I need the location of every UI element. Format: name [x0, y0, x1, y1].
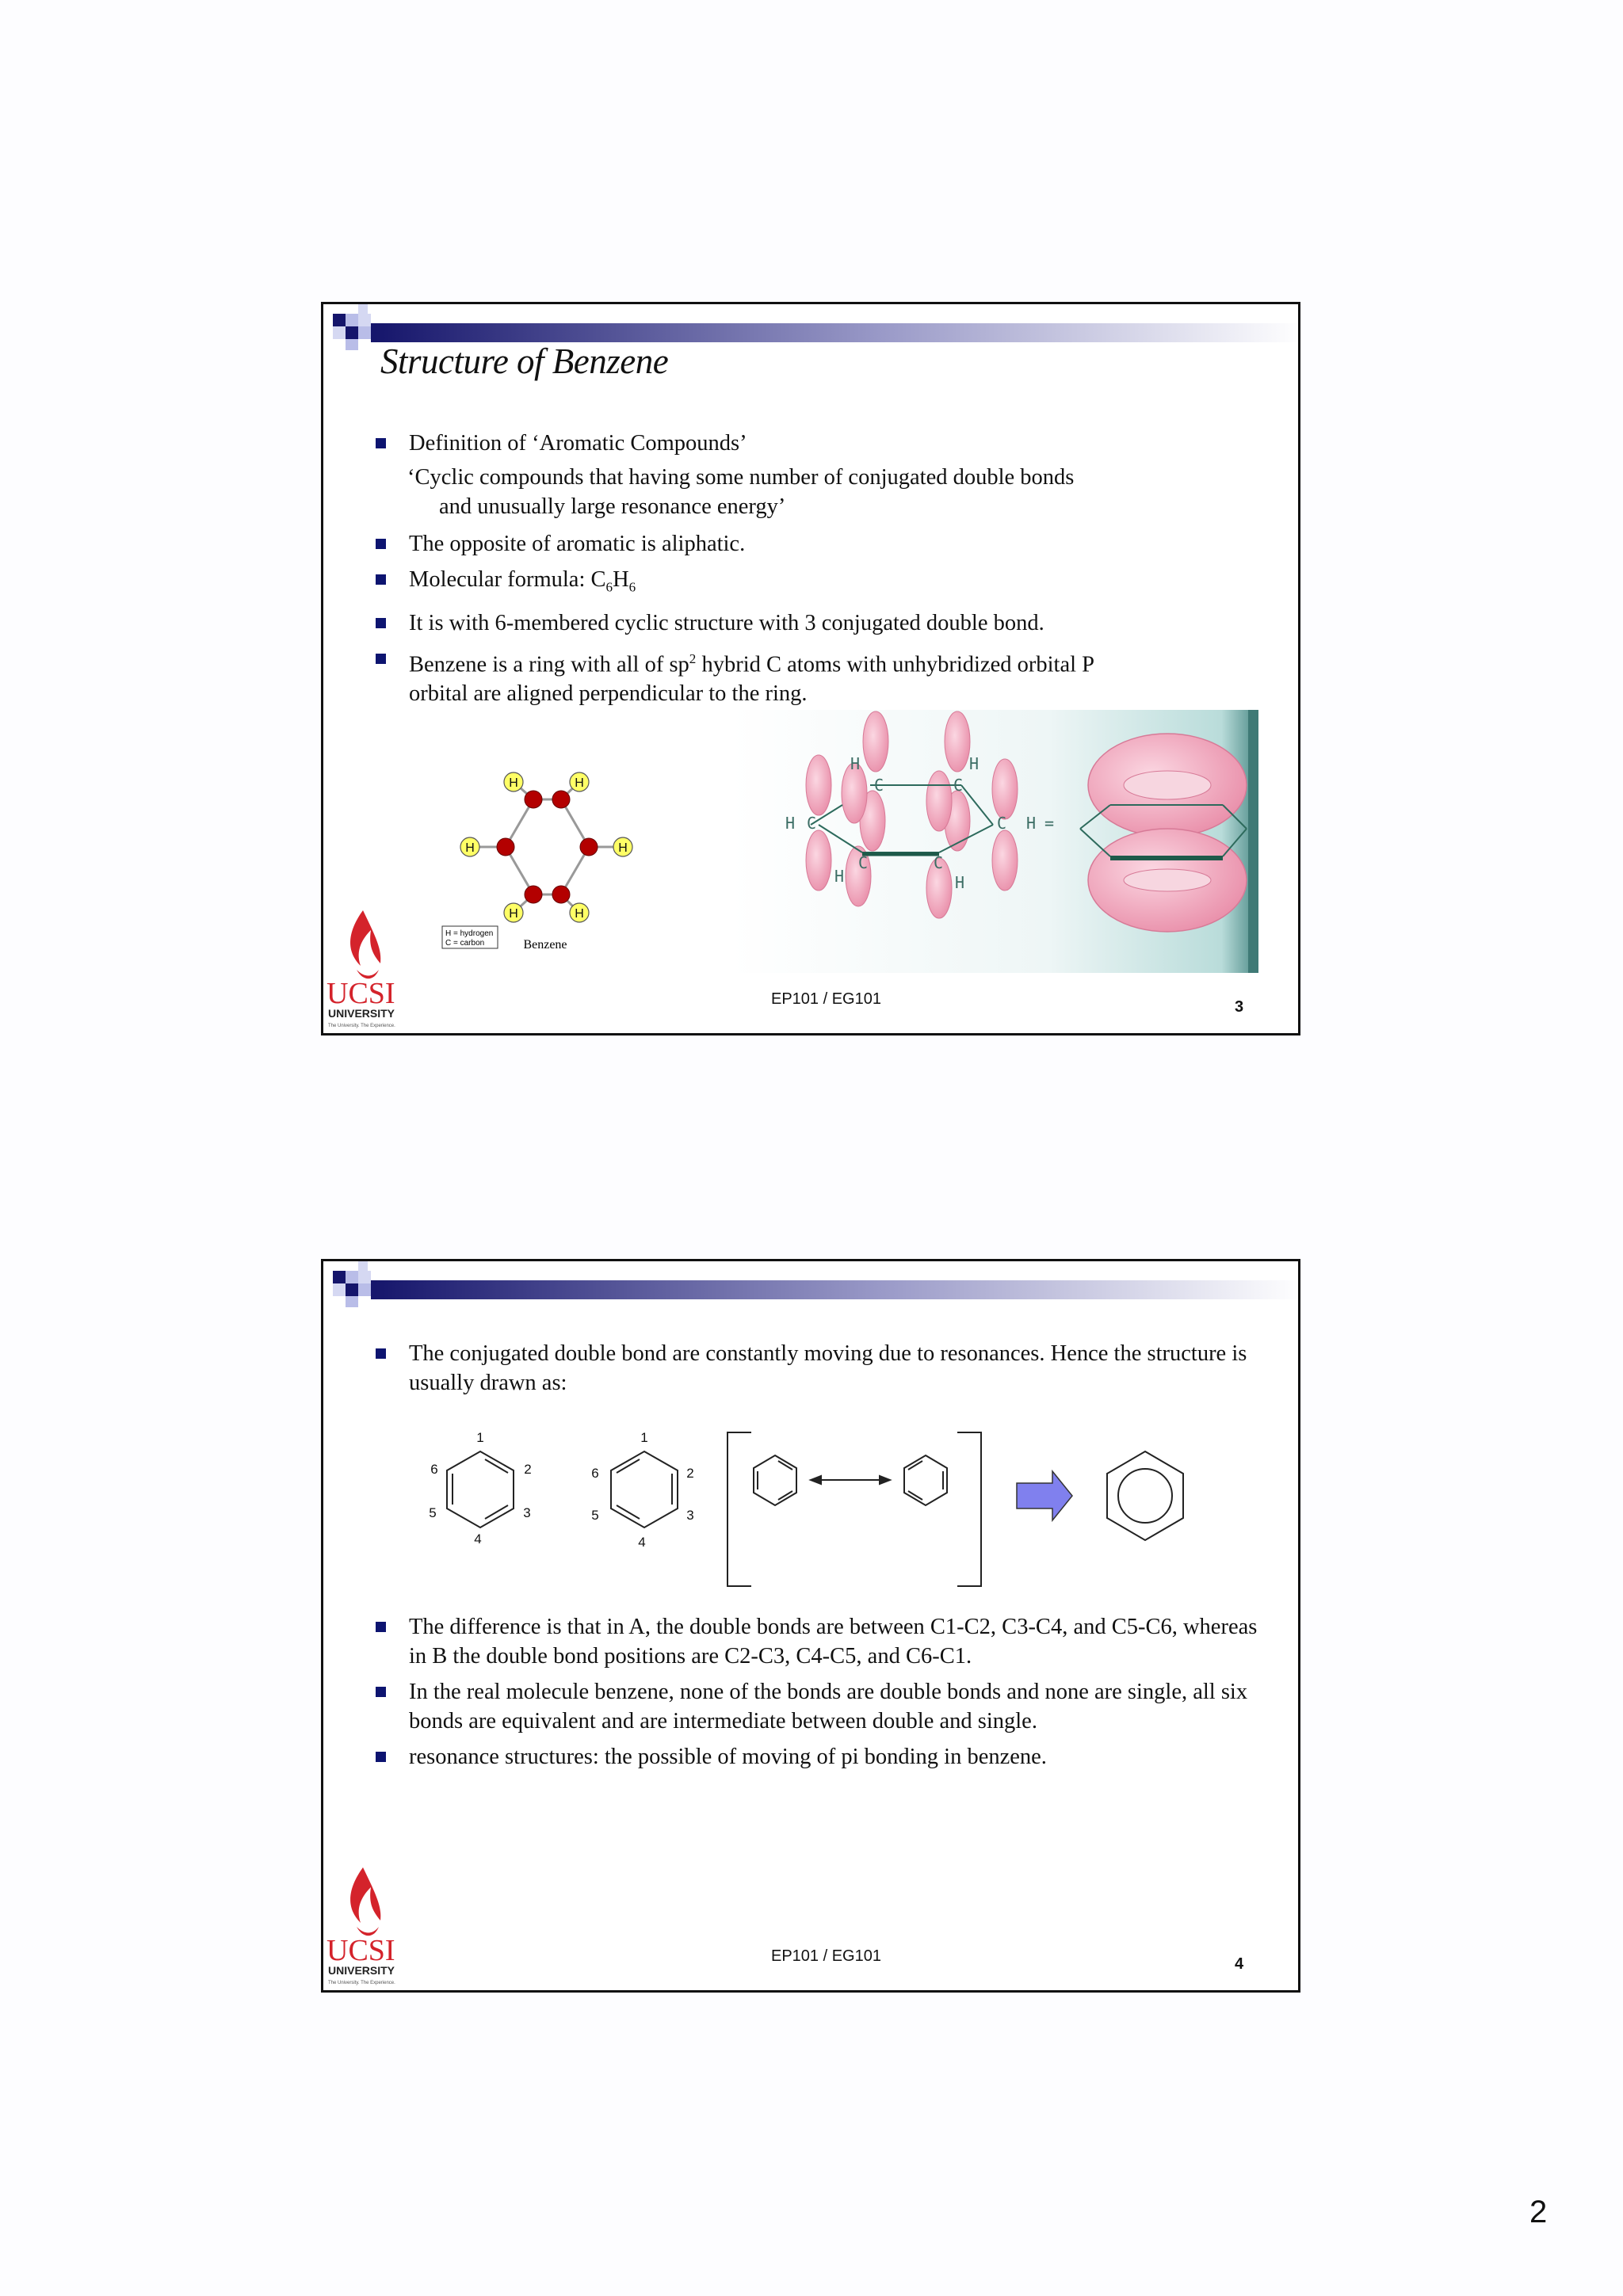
svg-text:2: 2: [524, 1462, 532, 1477]
legend-carbon: C = carbon: [445, 939, 485, 948]
svg-text:UCSI: UCSI: [327, 1934, 395, 1967]
bullet-marker: [376, 1752, 386, 1762]
arrow-icon: [1017, 1471, 1072, 1520]
bullet-item: resonance structures: the possible of moving of pi bonding in benzene.: [372, 1742, 1276, 1772]
svg-text:H: H: [969, 754, 980, 773]
atom-label: H: [465, 841, 475, 855]
svg-text:2: 2: [686, 1466, 694, 1481]
ucsi-logo: [325, 906, 412, 1033]
svg-text:=: =: [1044, 814, 1055, 833]
svg-text:UNIVERSITY: UNIVERSITY: [328, 1007, 395, 1020]
bullet-marker: [376, 438, 386, 448]
legend-hydrogen: H = hydrogen: [445, 929, 494, 938]
bullet-list: [372, 1612, 1276, 1778]
svg-text:5: 5: [591, 1508, 599, 1523]
svg-text:UCSI: UCSI: [327, 977, 395, 1010]
atom-label: H: [509, 776, 518, 790]
benzene-atom-diagram: [434, 748, 696, 954]
bullet-marker: [376, 1348, 386, 1359]
svg-text:H: H: [785, 814, 796, 833]
atom-label: H: [575, 776, 584, 790]
atom-label: H: [509, 907, 518, 921]
bullet-item: The conjugated double bond are constantly moving due to resonances. Hence the structure is usually drawn as:: [372, 1339, 1276, 1398]
svg-text:UNIVERSITY: UNIVERSITY: [328, 1964, 395, 1977]
slide-footer: EP101 / EG101: [771, 990, 881, 1008]
bullet-continuation: orbital are aligned perpendicular to the ring.: [409, 681, 808, 707]
slide-number: 3: [1235, 998, 1244, 1016]
svg-text:H: H: [850, 754, 861, 773]
svg-text:H: H: [834, 867, 845, 886]
svg-text:1: 1: [640, 1430, 648, 1445]
svg-text:4: 4: [474, 1531, 482, 1547]
slide-banner: [323, 1261, 1300, 1325]
definition-quote: ‘Cyclic compounds that having some number of conjugated double bonds and unusually large resonance energy’: [407, 465, 1075, 519]
resonance-structures: [403, 1428, 1195, 1594]
bullet-item: It is with 6-membered cyclic structure with 3 conjugated double bond.: [372, 608, 1276, 638]
page-number: 2: [1529, 2195, 1548, 2229]
svg-text:C: C: [807, 814, 817, 833]
bullet-item: The opposite of aromatic is aliphatic.: [372, 529, 1276, 559]
bullet-marker: [376, 618, 386, 628]
bullet-item: In the real molecule benzene, none of the bonds are double bonds and none are single, all six bonds are equivalent and are intermediate between double and single.: [372, 1677, 1276, 1736]
figure-caption: Benzene: [523, 938, 567, 952]
bullet-item: The difference is that in A, the double bonds are between C1-C2, C3-C4, and C5-C6, whereas in B the double bond positions are C2-C3, C4-C5, and C6-C1.: [372, 1612, 1276, 1671]
bullet-item: Benzene is a ring with all of $sp^2$ hybrid C atoms with unhybridized orbital P: [372, 644, 1276, 680]
svg-text:C: C: [997, 814, 1007, 833]
slide-number: 4: [1235, 1955, 1244, 1973]
slide-4: [321, 1259, 1300, 1993]
slide-footer: EP101 / EG101: [771, 1947, 881, 1965]
bullet-list: [372, 1339, 1276, 1404]
svg-text:6: 6: [591, 1466, 599, 1481]
svg-text:4: 4: [638, 1535, 646, 1550]
bullet-marker: [376, 539, 386, 549]
bullet-marker: [376, 1622, 386, 1632]
svg-text:The University. The Experience: The University. The Experience.: [328, 1024, 395, 1028]
bullet-list: [372, 429, 1276, 715]
svg-text:3: 3: [523, 1505, 531, 1520]
atom-label: H: [618, 841, 628, 855]
bullet-item: Molecular formula: $C_6H_6$: [372, 565, 1276, 602]
ucsi-logo: [325, 1863, 412, 1990]
svg-text:5: 5: [429, 1505, 437, 1520]
svg-text:3: 3: [686, 1508, 694, 1523]
svg-text:H: H: [1026, 814, 1037, 833]
bullet-marker: [376, 1687, 386, 1697]
bullet-marker: [376, 574, 386, 585]
svg-text:6: 6: [430, 1462, 438, 1477]
slide-3: [321, 302, 1300, 1035]
svg-text:C: C: [858, 853, 869, 872]
svg-text:C: C: [953, 776, 964, 795]
svg-text:The University. The Experience: The University. The Experience.: [328, 1981, 395, 1985]
svg-text:1: 1: [476, 1430, 484, 1445]
svg-text:H: H: [955, 873, 965, 892]
svg-text:C: C: [874, 776, 884, 795]
p-orbital-diagram: [731, 710, 1258, 973]
kekule-structure-b: [611, 1451, 678, 1527]
atom-label: H: [575, 907, 584, 921]
kekule-structure-a: [447, 1451, 514, 1527]
slide-title: Structure of Benzene: [380, 341, 669, 381]
svg-text:C: C: [934, 853, 944, 872]
bullet-item: Definition of ‘Aromatic Compounds’: [372, 429, 1276, 458]
bullet-marker: [376, 654, 386, 664]
